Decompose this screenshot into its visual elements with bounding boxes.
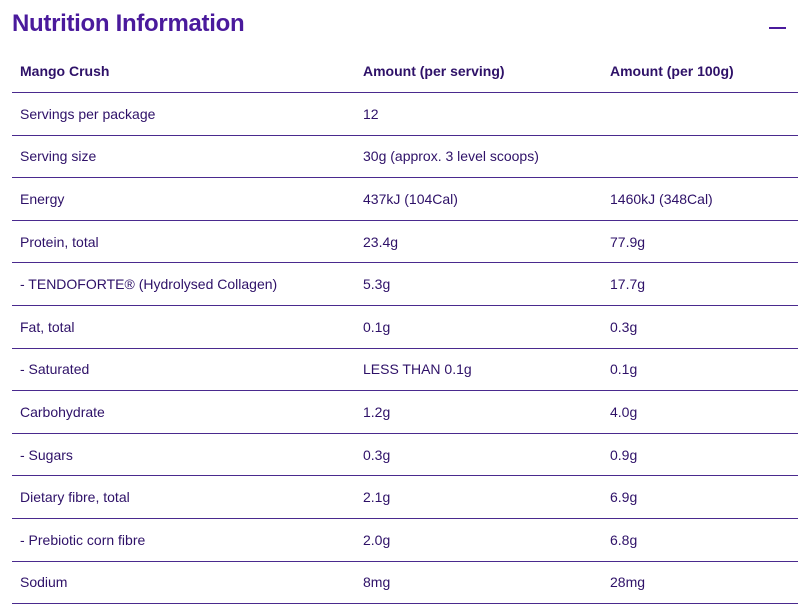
panel-header[interactable] — [0, 0, 800, 50]
nutrient-name: - TENDOFORTE® (Hydrolysed Collagen) — [12, 263, 355, 306]
table-row — [12, 476, 798, 519]
nutrient-name: - Prebiotic corn fibre — [12, 518, 355, 561]
nutrient-name: Fat, total — [12, 305, 355, 348]
per-100g-value: 17.7g — [602, 263, 798, 306]
per-100g-value: 77.9g — [602, 220, 798, 263]
per-serving-value: 437kJ (104Cal) — [355, 178, 602, 221]
per-serving-value: 1.2g — [355, 391, 602, 434]
per-serving-value: 0.1g — [355, 305, 602, 348]
per-serving-value: 2.1g — [355, 476, 602, 519]
table-row — [12, 220, 798, 263]
table-row — [12, 433, 798, 476]
column-header-per-serving: Amount (per serving) — [355, 50, 602, 93]
per-serving-value: 2.0g — [355, 518, 602, 561]
nutrient-name: - Sugars — [12, 433, 355, 476]
table-row — [12, 348, 798, 391]
per-100g-value: 6.8g — [602, 518, 798, 561]
column-header-product: Mango Crush — [12, 50, 355, 93]
per-100g-value — [602, 135, 798, 178]
per-100g-value: 1460kJ (348Cal) — [602, 178, 798, 221]
nutrient-name: Energy — [12, 178, 355, 221]
per-serving-value: 12 — [355, 93, 602, 136]
table-row — [12, 305, 798, 348]
nutrition-table — [12, 50, 798, 604]
nutrient-name: Dietary fibre, total — [12, 476, 355, 519]
table-row — [12, 561, 798, 604]
per-serving-value: 5.3g — [355, 263, 602, 306]
per-100g-value: 28mg — [602, 561, 798, 604]
per-100g-value — [602, 93, 798, 136]
per-100g-value: 4.0g — [602, 391, 798, 434]
per-serving-value: 23.4g — [355, 220, 602, 263]
minus-icon[interactable] — [769, 27, 786, 29]
table-header-row — [12, 50, 798, 93]
per-serving-value: LESS THAN 0.1g — [355, 348, 602, 391]
nutrient-name: Serving size — [12, 135, 355, 178]
nutrient-name: Sodium — [12, 561, 355, 604]
table-row — [12, 178, 798, 221]
per-100g-value: 0.1g — [602, 348, 798, 391]
nutrient-name: Protein, total — [12, 220, 355, 263]
nutrient-name: Servings per package — [12, 93, 355, 136]
panel-title: Nutrition Information — [12, 10, 245, 37]
per-serving-value: 0.3g — [355, 433, 602, 476]
nutrient-name: - Saturated — [12, 348, 355, 391]
table-row — [12, 93, 798, 136]
table-row — [12, 263, 798, 306]
nutrient-name: Carbohydrate — [12, 391, 355, 434]
table-row — [12, 518, 798, 561]
table-row — [12, 135, 798, 178]
column-header-per-100g: Amount (per 100g) — [602, 50, 798, 93]
per-serving-value: 8mg — [355, 561, 602, 604]
per-serving-value: 30g (approx. 3 level scoops) — [355, 135, 602, 178]
per-100g-value: 0.3g — [602, 305, 798, 348]
per-100g-value: 6.9g — [602, 476, 798, 519]
table-row — [12, 391, 798, 434]
per-100g-value: 0.9g — [602, 433, 798, 476]
